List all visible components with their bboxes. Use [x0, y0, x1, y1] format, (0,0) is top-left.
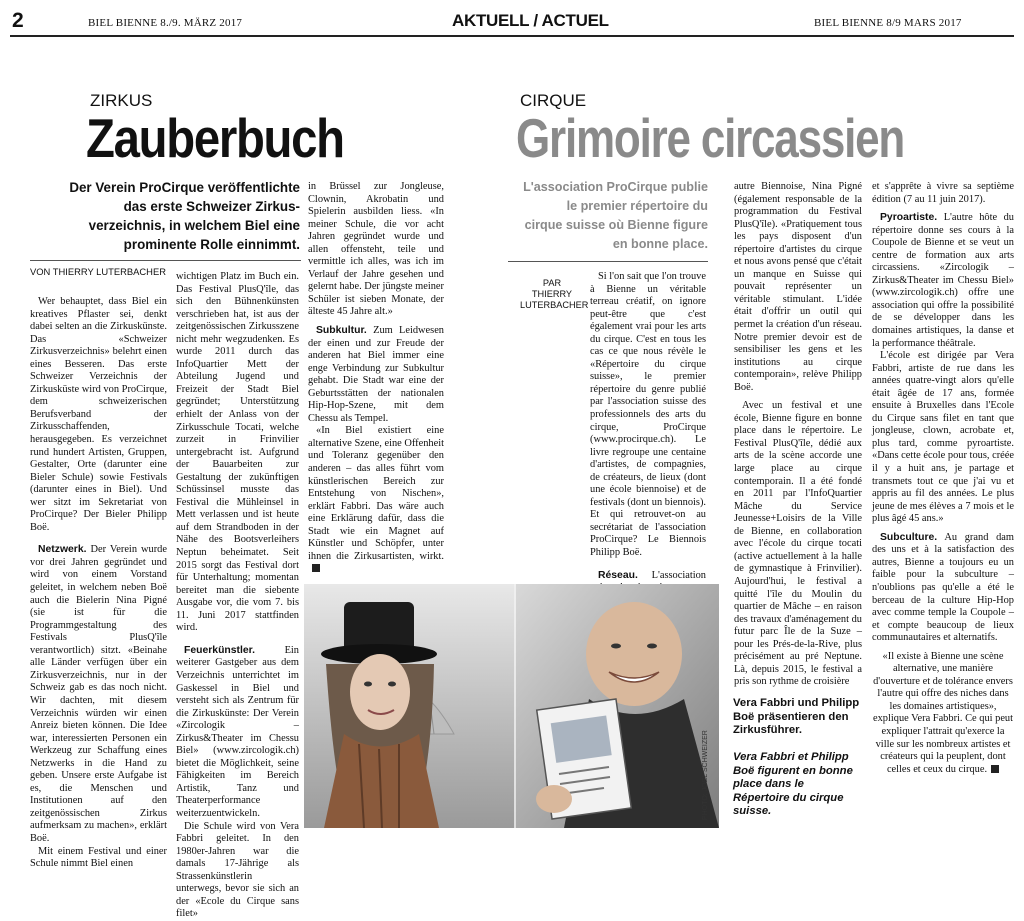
- de-col3-text: Zum Leidwesen der einen und zur Freude der anderen hat Biel immer eine enge Verbindung zur Subkultur gehabt. Die Stadt war eine der Geburtsstätten der nationalen Hip-Hop-Szene, mit dem Chessu als Tempel.: [308, 325, 444, 424]
- left-masthead: BIEL BIENNE 8./9. MÄRZ 2017: [88, 17, 243, 29]
- end-mark-icon: [312, 564, 320, 572]
- de-headline: Zauberbuch: [86, 107, 344, 169]
- de-col2-para: wichtigen Platz im Buch ein. Das Festival PlusQ'île, das sich den Bühnenkünsten verschrieben hat, ist aus der zeitgenössischen Zirkusszene nicht mehr wegzudenken. Es wurde 2011 durch das InfoQuartier Mett der Abteilung Jugend und Freizeit der Stadt Biel gegründet; Unterstützung erhielt der Anlass von der Zirkusschule Tocati, welche zurzeit in Frinvilier untergebracht ist. Aufgrund der Bauarbeiten zur Gestaltung der zukünftigen Schüssinsel musste das Festival die Mühleinsel in Mett verlassen und ist heute auf dem Strandboden in der Nähe des Bootsverleihers Neptun beheimatet. Seit 2015 sorgt das Festival dort für Unterhaltung; momentan bereitet man die siebente Ausgabe vor, die vom 7. bis 11. Juni 2017 stattfinden wird.: [176, 271, 299, 634]
- de-col3-text-2: «In Biel existiert eine alternative Szene, eine Offenheit und Toleranz gegenüber den anderen – das alles führt vom künstlerischen Bereich zur Entstehung von Nischen», erklärt Fabbri. Das wäre auch eine Erklärung dafür, dass die Stadt wie ein Magnet auf Künstler und Schöpfer, unter ihnen die Zirkusartisten, wirkt.: [308, 425, 444, 562]
- fr-column-3: [872, 181, 1014, 776]
- fr-byline-name: THIERRY: [531, 289, 573, 299]
- de-byline: VON THIERRY LUTERBACHER: [30, 266, 166, 277]
- de-col1-para: Wer behauptet, dass Biel ein kreatives Pflaster sei, denkt dabei selten an die Zirkuskünste. Das «Schweizer Zirkusverzeichnis» belehrt einen eines Besseren. Das erste Schweizer Verzeichnis der Zirkusküste wird von ProCirque, dem schweizerischen Berufsverband der Zirkusschaffenden, herausgegeben. Es verzeichnet rund hundert Artisten, Gruppen, Gestalter, Orte (darunter eine Bieler Schule) sowie Festivals (darunter eines in Biel). Und wer sitzt im Sekretariat von ProCirque? Der Bieler Philipp Boë.: [30, 296, 167, 533]
- de-col1-text: Der Verein wurde vor drei Jahren gegründet und wird von einem Vorstand geleitet, in welchem neben Boë auch die Bielerin Nina Pigné (sie ist für die Programmgestaltung des Festivals PlusQ'île verantwortlich) sitzt. «Beinahe alle Länder verfügen über ein Zirkusverzeichnis, nur in der Schweiz gab es das noch nicht. Wir dachten, mit diesem Verzeichnis würden wir einen Anreiz bieten können. Die Idee war, interessierten Personen ein Werkzeug zur Schaffung eines Netzwerks in die Hand zu geben. Unsere erste Aufgabe ist es, die Menschen und Institutionen auf den zeitgenössischen Zirkus aufmerksam zu machen», erklärt Boë.: [30, 544, 167, 844]
- photo-illustration: [304, 584, 719, 828]
- fr-lead-line: cirque suisse où Bienne figure: [524, 218, 708, 232]
- de-column-3: [308, 181, 444, 576]
- de-lead-line: verzeichnis, in welchem Biel eine: [88, 218, 300, 233]
- fr-lead-line: le premier répertoire du: [566, 199, 708, 213]
- photo-caption-fr: Vera Fabbri et Philipp Boë figurent en bonne place dans le Répertoire du cirque suisse.: [733, 751, 853, 817]
- de-col1-keyword: Netzwerk.: [38, 544, 87, 556]
- fr-col2-para: autre Biennoise, Nina Pigné (également responsable de la programmation du Festival PlusQ'île). «Pratiquement tous les pays disposent d'un répertoire d'artistes du cirque et nous avons pensé que c'était un manque en Suisse qui pouvait représenter un véritable stimulant. L'idée était d'offrir un outil qui permet la création d'un réseau. Notre premier devoir est de sensibiliser les gens et les institutions au cirque contemporain», relève Philipp Boë.: [734, 181, 862, 393]
- fr-lead-line: en bonne place.: [612, 237, 708, 251]
- fr-lead: [508, 178, 708, 254]
- de-lead-line: das erste Schweizer Zirkus-: [123, 199, 300, 214]
- fr-col3-text-3: «Il existe à Bienne une scène alternative, une manière d'ouverture et de tolérance envers l'autre qui offre des niches dans les domaines artistiques», explique Vera Fabbri. Ce qui peut expliquer l'attrait qu'exerce la ville sur les nombreux artistes et créateurs qui la peuplent, dont celles et ceux du cirque.: [872, 650, 1014, 775]
- fr-col3-para-3: L'école est dirigée par Vera Fabbri, artiste de rue dans les années quatre-vingt alors qu'elle était âgée de 17 ans, formée ensuite à Bruxelles dans l'Ecole du Cirque sans filet en tant que jongleuse, clown, acrobate et, plus tard, comme pyroartiste. «Dans cette école pour tous, créée il y a huit ans, je partage et transmets tout ce que j'ai vu et appris au fil des années. Le plus jeune de mes élèves a 7 mois et le plus âgé 45 ans.»: [872, 350, 1014, 525]
- de-kicker: ZIRKUS: [90, 91, 153, 110]
- de-col2-para-2: [176, 645, 299, 821]
- fr-col2-para-2: Avec un festival et une école, Bienne figure en bonne place dans le répertoire. Le Festival PlusQ'île, dédié aux arts de la scène accorde une large place au cirque contemporain. Il a été fondé en 2011 par l'InfoQuartier Mâche du Service Jeunesse+Loisirs de la Ville de Bienne, en collaboration avec l'école du cirque tocati (active actuellement à la halle de gymnastique à Frinvilier). Aujourd'hui, le festival a quitté l'île du Moulin du quartier de Mâche – en raison des travaux d'aménagement du futur parc Île de la Suze – pour les Prés-de-la-Rive, plus précisément au pré Neptune. Là, depuis 2015, le festival a pris son rythme de croisière: [734, 400, 862, 688]
- fr-col1-para: Si l'on sait que l'on trouve à Bienne un véritable terreau créatif, on ignore peut-être que c'est également vrai pour les arts du cirque. C'est en tous les cas ce que nous révèle le «Répertoire du cirque suisse», le premier répertoire du genre publié par l'association suisse des professionnels des arts du cirque, ProCirque (www.procirque.ch). Le livre regroupe une centaine d'artistes, de compagnies, de créateurs, de lieux (dont une école biennoise) et de festivals (dont un biennois). Et qui retrouvet-on au secrétariat de l'association ProCirque? Le Biennois Philipp Boë.: [590, 271, 707, 559]
- fr-col1-keyword: Réseau.: [598, 569, 638, 581]
- fr-kicker: CIRQUE: [520, 91, 587, 110]
- end-mark-icon: [991, 765, 999, 773]
- de-column-2: [176, 271, 299, 921]
- de-col2-para-3: Die Schule wird von Vera Fabbri geleitet. In den 1980er-Jahren war die damals 17-Jährige als Strassenkünstlerin unterwegs, bevor sie sich an der «Ecole du Cirque sans filet»: [176, 820, 299, 920]
- section-label: AKTUELL / ACTUEL: [452, 11, 609, 30]
- de-lead: [30, 178, 300, 254]
- fr-col3-para-4: [872, 532, 1014, 645]
- fr-column-2: [734, 181, 862, 689]
- right-masthead: BIEL BIENNE 8/9 MARS 2017: [814, 17, 962, 29]
- de-column-1: [30, 296, 167, 871]
- de-col2-keyword: Feuerkünstler.: [184, 644, 256, 656]
- fr-byline-par: PAR: [542, 278, 562, 288]
- fr-byline: [520, 278, 589, 311]
- fr-lead-rule: [508, 261, 708, 262]
- de-col3-para: in Brüssel zur Jongleuse, Clownin, Akrobatin und Spielerin ausbilden liess. «In meiner Schule, die vor acht Jahren gegründet wurde und allen offensteht, teile und vermittle ich alles, was ich im Verlauf der Jahre gesehen und gelernt habe. Der jüngste meiner Schüler ist sieben Monate, der älteste 45 Jahre alt.»: [308, 181, 444, 318]
- fr-col3-para: et s'apprête à vivre sa septième édition (7 au 11 juin 2017).: [872, 181, 1014, 205]
- fr-column-1: [590, 271, 706, 632]
- page-number: 2: [12, 9, 24, 32]
- de-lead-rule: [30, 260, 301, 261]
- article-photo: [304, 584, 719, 828]
- de-lead-line: Der Verein ProCirque veröffentlichte: [69, 180, 300, 195]
- de-col1-para-3: Mit einem Festival und einer Schule nimmt Biel einen: [30, 845, 167, 870]
- photo-credit: PHOTO: JOEL SCHWEIZER: [702, 730, 709, 820]
- fr-col1-text: L'association: [651, 569, 706, 581]
- de-col3-para-2: [308, 325, 444, 425]
- fr-col3-para-2: [872, 212, 1014, 350]
- de-lead-line: prominente Rolle einnimmt.: [123, 237, 300, 252]
- fr-col3-keyword-2: Subculture.: [880, 531, 938, 543]
- fr-lead-line: L'association ProCirque publie: [523, 180, 708, 194]
- fr-byline-name: LUTERBACHER: [520, 300, 589, 310]
- fr-col3-text: L'autre hôte du répertoire donne ses cours à la Coupole de Bienne et se veut un centre de formation aux arts circassiens. «Zircologik – Zirkus&Theater im Chessu Biel» (www.zircologik.ch) offre une association qui offre la possibilité de se développer dans les domaines artistiques, la danse et la performance théâtrale.: [872, 212, 1014, 349]
- fr-col3-text-2: Au grand dam des uns et à la satisfaction des autres, Bienne a toujours eu un faible pour la subculture – n'oublions pas qu'elle a été le berceau de la culture Hip-Hop avec comme temple la Coupole – et compte beaucoup de lieux communautaires et alternatifs.: [872, 531, 1014, 644]
- fr-headline: Grimoire circassien: [516, 107, 905, 169]
- photo-caption-de: Vera Fabbri und Philipp Boë präsentieren den Zirkusführer.: [733, 697, 860, 736]
- de-col2-text: Ein weiterer Gastgeber aus dem Verzeichnis unterrichtet im Gaskessel in Biel und versteht sich als Zentrum für die Zirkuskünste: Der Verein «Zircologik – Zirkus&Theater im Chessu Biel» (www.zircologik.ch) bietet die Möglichkeit, seine Fähigkeiten im Bereich Artistik, Tanz und Theaterperformance weiterzuentwickeln.: [176, 644, 299, 819]
- de-col3-para-3: [308, 425, 444, 576]
- de-col1-para-2: [30, 544, 167, 845]
- fr-col3-keyword: Pyroartiste.: [880, 212, 938, 224]
- fr-col3-para-5: [872, 651, 1014, 776]
- page-header: [0, 0, 1024, 40]
- de-col3-keyword: Subkultur.: [316, 325, 367, 337]
- header-rule: [10, 35, 1014, 37]
